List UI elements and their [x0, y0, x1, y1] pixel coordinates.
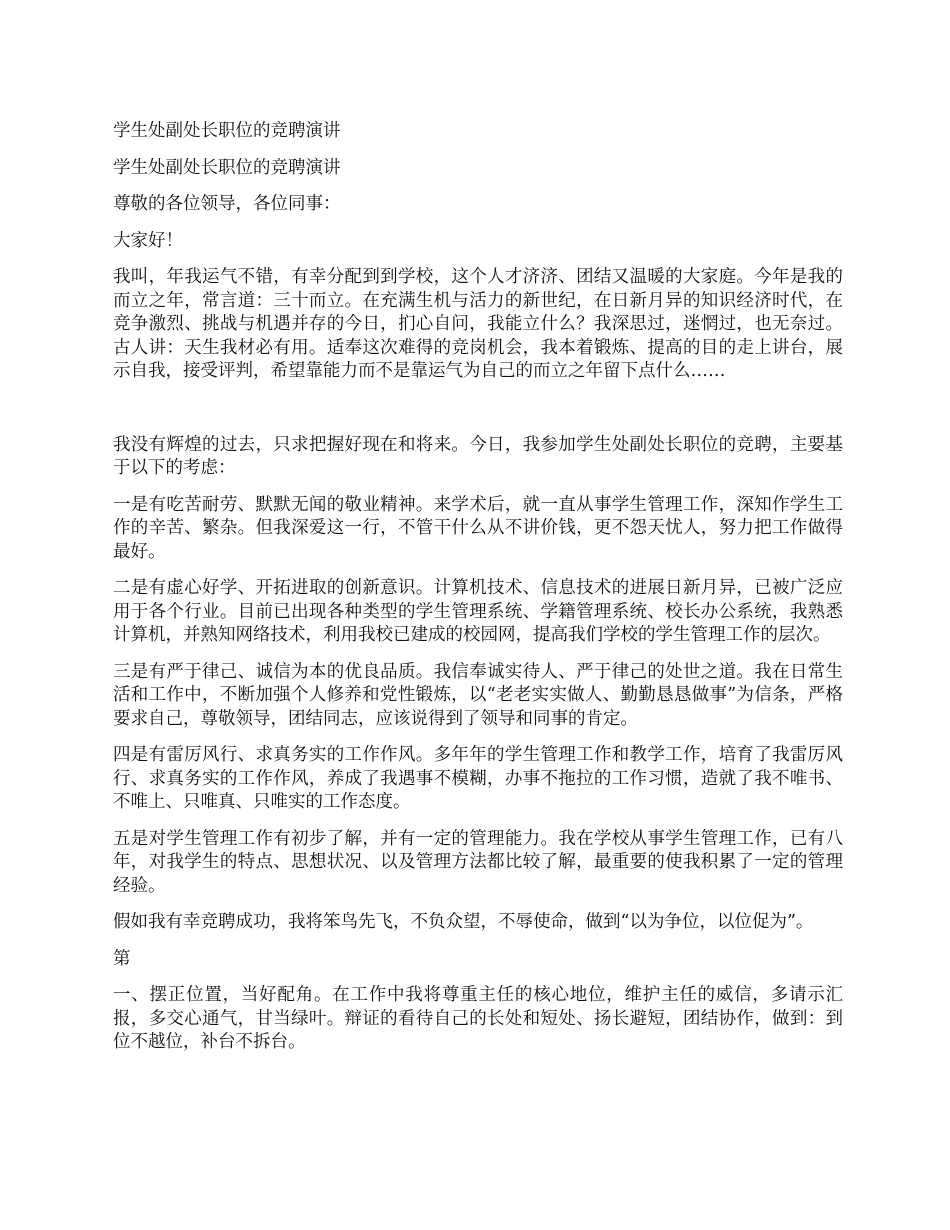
paragraph-promise: 假如我有幸竞聘成功，我将笨鸟先飞，不负众望，不辱使命，做到“以为争位，以位促为”。 [113, 912, 814, 932]
paragraph-point-1: 一是有吃苦耐劳、默默无闻的敬业精神。来学术后，就一直从事学生管理工作，深知作学生工作的辛苦、繁杂。但我深爱这一行，不管干什么从不讲价钱，更不怨天忧人，努力把工作做得最好。 [113, 494, 843, 562]
document-subtitle: 学生处副处长职位的竞聘演讲 [113, 157, 341, 178]
salutation: 尊敬的各位领导，各位同事： [113, 194, 341, 214]
greeting: 大家好！ [113, 230, 183, 251]
paragraph-section-marker: 第 [113, 948, 131, 969]
document-body [113, 120, 843, 1068]
paragraph-plan-1: 一、摆正位置，当好配角。在工作中我将尊重主任的核心地位，维护主任的威信，多请示汇报，多交心通气，甘当绿叶。辩证的看待自己的长处和短处、扬长避短，团结协作，做到：到位不越位，补台不拆台。 [113, 985, 843, 1052]
paragraph-point-3: 三是有严于律己、诚信为本的优良品质。我信奉诚实待人、严于律己的处世之道。我在日常生活和工作中，不断加强个人修养和党性锻炼，以“老老实实做人、勤勤恳恳做事”为信条，严格要求自己，尊敬领导，团结同志，应该说得到了领导和同事的肯定。 [113, 661, 843, 729]
paragraph-point-2: 二是有虚心好学、开拓进取的创新意识。计算机技术、信息技术的进展日新月异，已被广泛应用于各个行业。目前已出现各种类型的学生管理系统、学籍管理系统、校长办公系统，我熟悉计算机，并熟知网络技术，利用我校已建成的校园网，提高我们学校的学生管理工作的层次。 [113, 578, 843, 645]
paragraph-point-5: 五是对学生管理工作有初步了解，并有一定的管理能力。我在学校从事学生管理工作，已有八年，对我学生的特点、思想状况、以及管理方法都比较了解，最重要的使我积累了一定的管理经验。 [113, 828, 843, 896]
paragraph-point-4: 四是有雷厉风行、求真务实的工作作风。多年年的学生管理工作和教学工作，培育了我雷厉风行、求真务实的工作作风，养成了我遇事不模糊，办事不拖拉的工作习惯，造就了我不唯书、不唯上、只唯真、只唯实的工作态度。 [113, 745, 843, 812]
paragraph-intro: 我叫，年我运气不错，有幸分配到到学校，这个人才济济、团结又温暖的大家庭。今年是我的而立之年，常言道：三十而立。在充满生机与活力的新世纪，在日新月异的知识经济时代，在竞争激烈、挑战与机遇并存的今日，扪心自问，我能立什么？我深思过，迷惘过，也无奈过。古人讲：天生我材必有用。适奉这次难得的竞岗机会，我本着锻炼、提高的目的走上讲台，展示自我，接受评判，希望靠能力而不是靠运气为自己的而立之年留下点什么…… [113, 267, 843, 381]
paragraph-considerations: 我没有辉煌的过去，只求把握好现在和将来。今日，我参加学生处副处长职位的竞聘，主要基于以下的考虑： [113, 434, 843, 478]
document-title: 学生处副处长职位的竞聘演讲 [113, 121, 341, 141]
paragraph-gap [113, 397, 843, 434]
